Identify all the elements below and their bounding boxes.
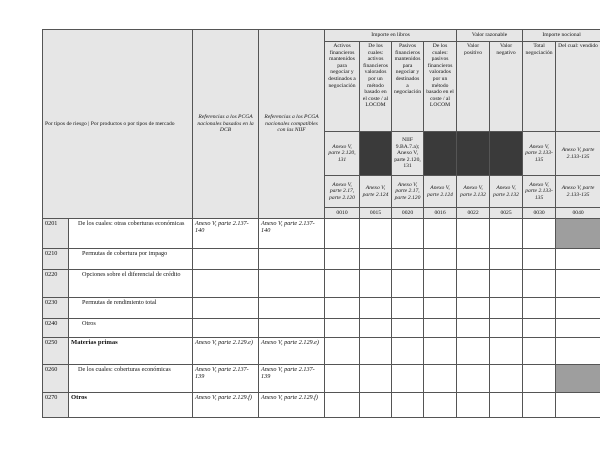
row-code: 0270 (43, 393, 69, 418)
data-cell[interactable] (523, 298, 556, 319)
row-label-header: Por tipos de riesgo | Por productos o por tipos de mercado (43, 30, 193, 219)
data-cell[interactable] (523, 338, 556, 365)
data-cell[interactable] (424, 365, 457, 393)
data-cell[interactable] (424, 219, 457, 249)
niif-ref-activos: Anexo V, parte 2.120, 131 (325, 132, 360, 176)
row-ref-dcb (193, 270, 259, 298)
row-label: De los cuales: coberturas económicas (69, 365, 193, 393)
niif-ref-total: Anexo V, parte 2.133-135 (523, 132, 556, 176)
data-cell[interactable] (360, 319, 392, 338)
data-cell[interactable] (325, 249, 360, 270)
data-cell[interactable] (392, 219, 424, 249)
data-cell[interactable] (424, 319, 457, 338)
data-cell[interactable] (360, 270, 392, 298)
annex-table (42, 29, 600, 425)
row-label: Materias primas (69, 338, 193, 365)
row-ref-dcb: Anexo V, parte 2.137-139 (193, 365, 259, 393)
col-code: 0030 (523, 208, 556, 219)
data-cell[interactable] (325, 219, 360, 249)
data-cell[interactable] (457, 270, 490, 298)
ref-niif-header: Referencias a los PCGA nacionales compatibles con las NIIF (259, 30, 325, 219)
data-cell[interactable] (424, 249, 457, 270)
row-label: Opciones sobre el diferencial de crédito (69, 270, 193, 298)
data-cell[interactable] (457, 298, 490, 319)
col-header-positivo: Valor positivo (457, 42, 490, 132)
table-row (43, 298, 600, 319)
data-cell[interactable] (523, 365, 556, 393)
data-cell[interactable] (392, 338, 424, 365)
data-cell[interactable] (325, 365, 360, 393)
table-row (43, 319, 600, 338)
row-code: 0240 (43, 319, 69, 338)
data-cell[interactable] (523, 249, 556, 270)
row-ref-dcb (193, 249, 259, 270)
data-cell[interactable] (457, 319, 490, 338)
data-cell[interactable] (490, 338, 523, 365)
data-cell[interactable] (424, 270, 457, 298)
data-cell[interactable] (556, 338, 600, 365)
annex-ref: Anexo V, parte 2.124 (424, 176, 457, 208)
annex-ref: Anexo V, parte 2.132 (490, 176, 523, 208)
table-row (43, 270, 600, 298)
data-cell[interactable] (392, 249, 424, 270)
col-header-total: Total negociación (523, 42, 556, 132)
annex-ref: Anexo V, parte 2.124 (360, 176, 392, 208)
group-header-nocional: Importe nocional (523, 30, 600, 42)
niif-ref-vendido: Anexo V, parte 2.133-135 (556, 132, 600, 176)
data-cell[interactable] (490, 319, 523, 338)
table-row (43, 219, 600, 249)
row-ref-niif: Anexo V, parte 2.137-140 (259, 219, 325, 249)
data-cell[interactable] (325, 393, 360, 418)
data-cell[interactable] (392, 270, 424, 298)
niif-ref-empty (457, 132, 490, 176)
annex-ref: Anexo V, parte 2.133-135 (523, 176, 556, 208)
row-code: 0220 (43, 270, 69, 298)
col-header-pasivos: Pasivos financieros mantenidos para negociar y destinados a negociación (392, 42, 424, 132)
data-cell[interactable] (490, 249, 523, 270)
row-ref-niif (259, 249, 325, 270)
col-code: 0025 (490, 208, 523, 219)
data-cell[interactable] (360, 298, 392, 319)
group-header-razonable: Valor razonable (457, 30, 523, 42)
data-cell[interactable] (457, 219, 490, 249)
data-cell[interactable] (490, 219, 523, 249)
row-ref-niif: Anexo V, parte 2.129.f) (259, 393, 325, 418)
data-cell[interactable] (325, 270, 360, 298)
data-cell[interactable] (360, 338, 392, 365)
niif-ref-pasivos: NIIF 9.BA.7.a); Anexo V, parte 2.120, 131 (392, 132, 424, 176)
data-cell[interactable] (490, 393, 523, 418)
data-cell[interactable] (556, 249, 600, 270)
col-header-activos: Activos financieros mantenidos para negociar y destinados a negociación (325, 42, 360, 132)
data-cell[interactable] (424, 298, 457, 319)
niif-ref-empty (360, 132, 392, 176)
data-cell[interactable] (523, 319, 556, 338)
row-ref-niif: Anexo V, parte 2.129.e) (259, 338, 325, 365)
col-code: 0040 (556, 208, 600, 219)
col-header-negativo: Valor negativo (490, 42, 523, 132)
data-cell[interactable] (392, 393, 424, 418)
row-ref-niif: Anexo V, parte 2.137-139 (259, 365, 325, 393)
row-code: 0250 (43, 338, 69, 365)
data-cell[interactable] (360, 365, 392, 393)
data-cell[interactable] (556, 270, 600, 298)
data-cell[interactable] (490, 365, 523, 393)
data-cell[interactable] (490, 270, 523, 298)
row-code: 0210 (43, 249, 69, 270)
group-header-libros: Importe en libros (325, 30, 457, 42)
table-row (43, 365, 600, 393)
niif-ref-empty (490, 132, 523, 176)
data-cell[interactable] (325, 298, 360, 319)
annex-ref: Anexo V, parte 2.133-135 (556, 176, 600, 208)
table-row (43, 338, 600, 365)
data-cell[interactable] (556, 319, 600, 338)
row-ref-dcb: Anexo V, parte 2.137-140 (193, 219, 259, 249)
row-ref-niif (259, 298, 325, 319)
row-code: 0201 (43, 219, 69, 249)
shaded-cell (556, 219, 600, 249)
row-code: 0230 (43, 298, 69, 319)
data-cell[interactable] (325, 319, 360, 338)
data-cell[interactable] (457, 249, 490, 270)
table-row (43, 249, 600, 270)
row-label: De los cuales: otras coberturas económicas (69, 219, 193, 249)
data-cell[interactable] (325, 338, 360, 365)
row-ref-dcb (193, 319, 259, 338)
col-header-activos-coste: De los cuales: activos financieros valorados por un método basado en el coste / al LOCOM (360, 42, 392, 132)
data-cell[interactable] (523, 270, 556, 298)
row-ref-dcb (193, 298, 259, 319)
col-code: 0020 (392, 208, 424, 219)
row-label: Otros (69, 319, 193, 338)
row-label: Permutas de rendimiento total (69, 298, 193, 319)
col-header-vendido: Del cual: vendido (556, 42, 600, 132)
data-cell[interactable] (360, 249, 392, 270)
shaded-cell (556, 365, 600, 393)
col-code: 0022 (457, 208, 490, 219)
data-cell[interactable] (457, 365, 490, 393)
row-ref-dcb: Anexo V, parte 2.129.f) (193, 393, 259, 418)
col-header-pasivos-coste: De los cuales: pasivos financieros valorados por un método basado en el coste / al LOCOM (424, 42, 457, 132)
row-ref-niif (259, 319, 325, 338)
data-cell[interactable] (424, 338, 457, 365)
col-code: 0015 (360, 208, 392, 219)
data-cell[interactable] (523, 219, 556, 249)
data-cell[interactable] (424, 393, 457, 418)
row-ref-dcb: Anexo V, parte 2.129.e) (193, 338, 259, 365)
data-cell[interactable] (490, 298, 523, 319)
niif-ref-empty (424, 132, 457, 176)
data-cell[interactable] (360, 219, 392, 249)
data-cell[interactable] (556, 298, 600, 319)
annex-ref: Anexo V, parte 2.17, parte 2.120 (325, 176, 360, 208)
data-cell[interactable] (457, 338, 490, 365)
ref-dcb-header: Referencias a los PCGA nacionales basados en la DCB (193, 30, 259, 219)
row-label: Otros (69, 393, 193, 418)
row-code: 0260 (43, 365, 69, 393)
row-ref-niif (259, 270, 325, 298)
row-label: Permutas de cobertura por impago (69, 249, 193, 270)
data-cell[interactable] (457, 393, 490, 418)
table-row (43, 393, 600, 418)
col-code: 0016 (424, 208, 457, 219)
data-cell[interactable] (392, 319, 424, 338)
data-cell[interactable] (556, 393, 600, 418)
data-cell[interactable] (360, 393, 392, 418)
data-cell[interactable] (523, 393, 556, 418)
data-cell[interactable] (392, 298, 424, 319)
annex-ref: Anexo V, parte 2.17, parte 2.120 (392, 176, 424, 208)
data-cell[interactable] (392, 365, 424, 393)
annex-ref: Anexo V, parte 2.132 (457, 176, 490, 208)
col-code: 0010 (325, 208, 360, 219)
